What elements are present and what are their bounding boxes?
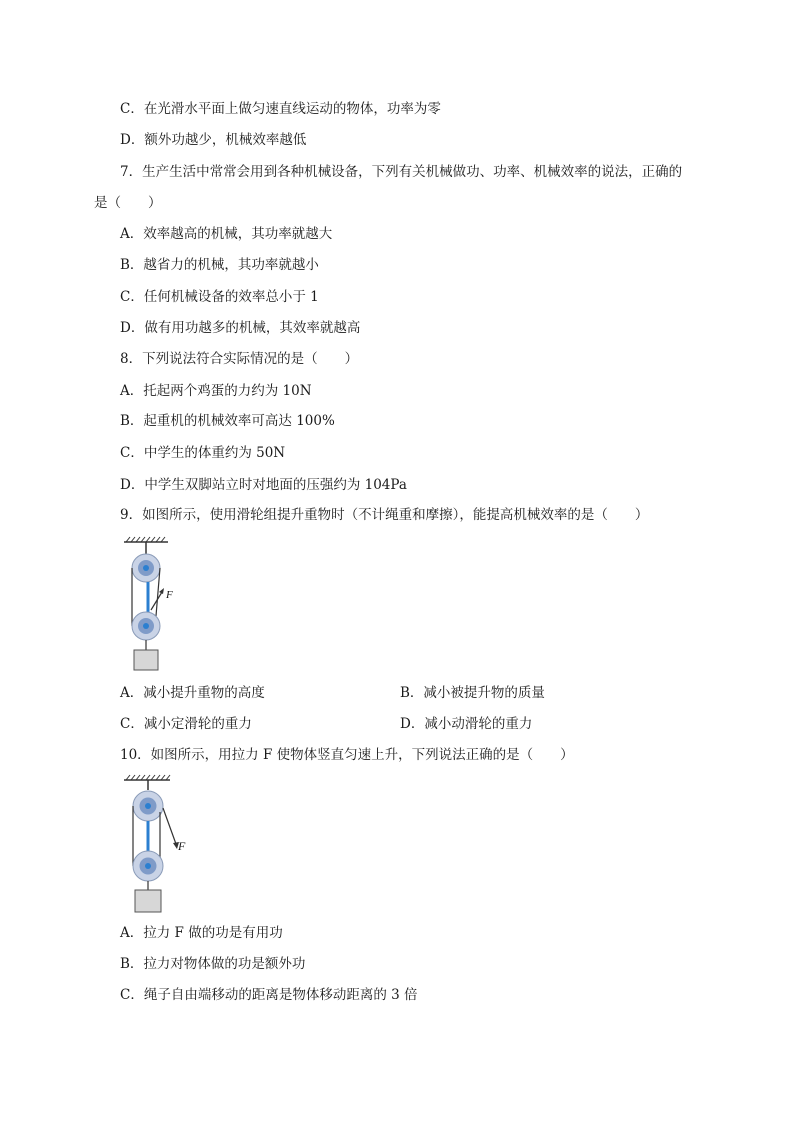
q10-pulley-figure (118, 772, 190, 914)
q9-option-d: D．减小动滑轮的重力 (400, 716, 533, 732)
q10-force-label: F (178, 839, 186, 853)
q8-option-d: D．中学生双脚站立时对地面的压强约为 104Pa (120, 477, 407, 493)
q7-option-b: B．越省力的机械，其功率就越小 (120, 257, 319, 273)
q10-option-c: C．绳子自由端移动的距离是物体移动距离的 3 倍 (120, 987, 418, 1003)
q10-ceiling-icon (124, 775, 170, 780)
q9-stem: 9．如图所示，使用滑轮组提升重物时（不计绳重和摩擦），能提高机械效率的是（ ） (120, 507, 649, 523)
q9-option-c: C．减小定滑轮的重力 (120, 716, 252, 732)
q8-option-b: B．起重机的机械效率可高达 100% (120, 413, 335, 429)
q9-option-a: A．减小提升重物的高度 (120, 685, 265, 701)
q7-option-d: D．做有用功越多的机械，其效率就越高 (120, 320, 361, 336)
q9-ceiling-icon (124, 537, 168, 542)
q9-pulley-figure (118, 536, 182, 672)
q7-stem-line2: 是（ ） (94, 195, 162, 211)
q10-stem: 10．如图所示，用拉力 F 使物体竖直匀速上升，下列说法正确的是（ ） (120, 747, 574, 763)
q6-option-c: C．在光滑水平面上做匀速直线运动的物体，功率为零 (120, 101, 441, 117)
q10-force-arrow-icon (163, 808, 179, 849)
q8-option-c: C．中学生的体重约为 50N (120, 445, 286, 461)
q10-fixed-pulley-icon (133, 791, 163, 821)
q7-stem-line1: 7．生产生活中常常会用到各种机械设备，下列有关机械做功、功率、机械效率的说法，正确的 (120, 164, 683, 180)
q7-option-c: C．任何机械设备的效率总小于 1 (120, 289, 319, 305)
q9-weight-block (134, 650, 158, 670)
q8-option-a: A．托起两个鸡蛋的力约为 10N (120, 383, 312, 399)
q10-weight-block (135, 890, 161, 912)
q9-option-b: B．减小被提升物的质量 (400, 685, 545, 701)
q10-movable-pulley-icon (133, 851, 163, 881)
q6-option-d: D．额外功越少，机械效率越低 (120, 132, 307, 148)
q10-option-b: B．拉力对物体做的功是额外功 (120, 956, 306, 972)
q9-fixed-pulley-icon (132, 554, 160, 582)
q9-movable-pulley-icon (132, 612, 160, 640)
q7-option-a: A．效率越高的机械，其功率就越大 (120, 226, 333, 242)
q10-option-a: A．拉力 F 做的功是有用功 (120, 925, 283, 941)
q8-stem: 8．下列说法符合实际情况的是（ ） (120, 351, 359, 367)
q9-force-label: F (166, 589, 173, 601)
